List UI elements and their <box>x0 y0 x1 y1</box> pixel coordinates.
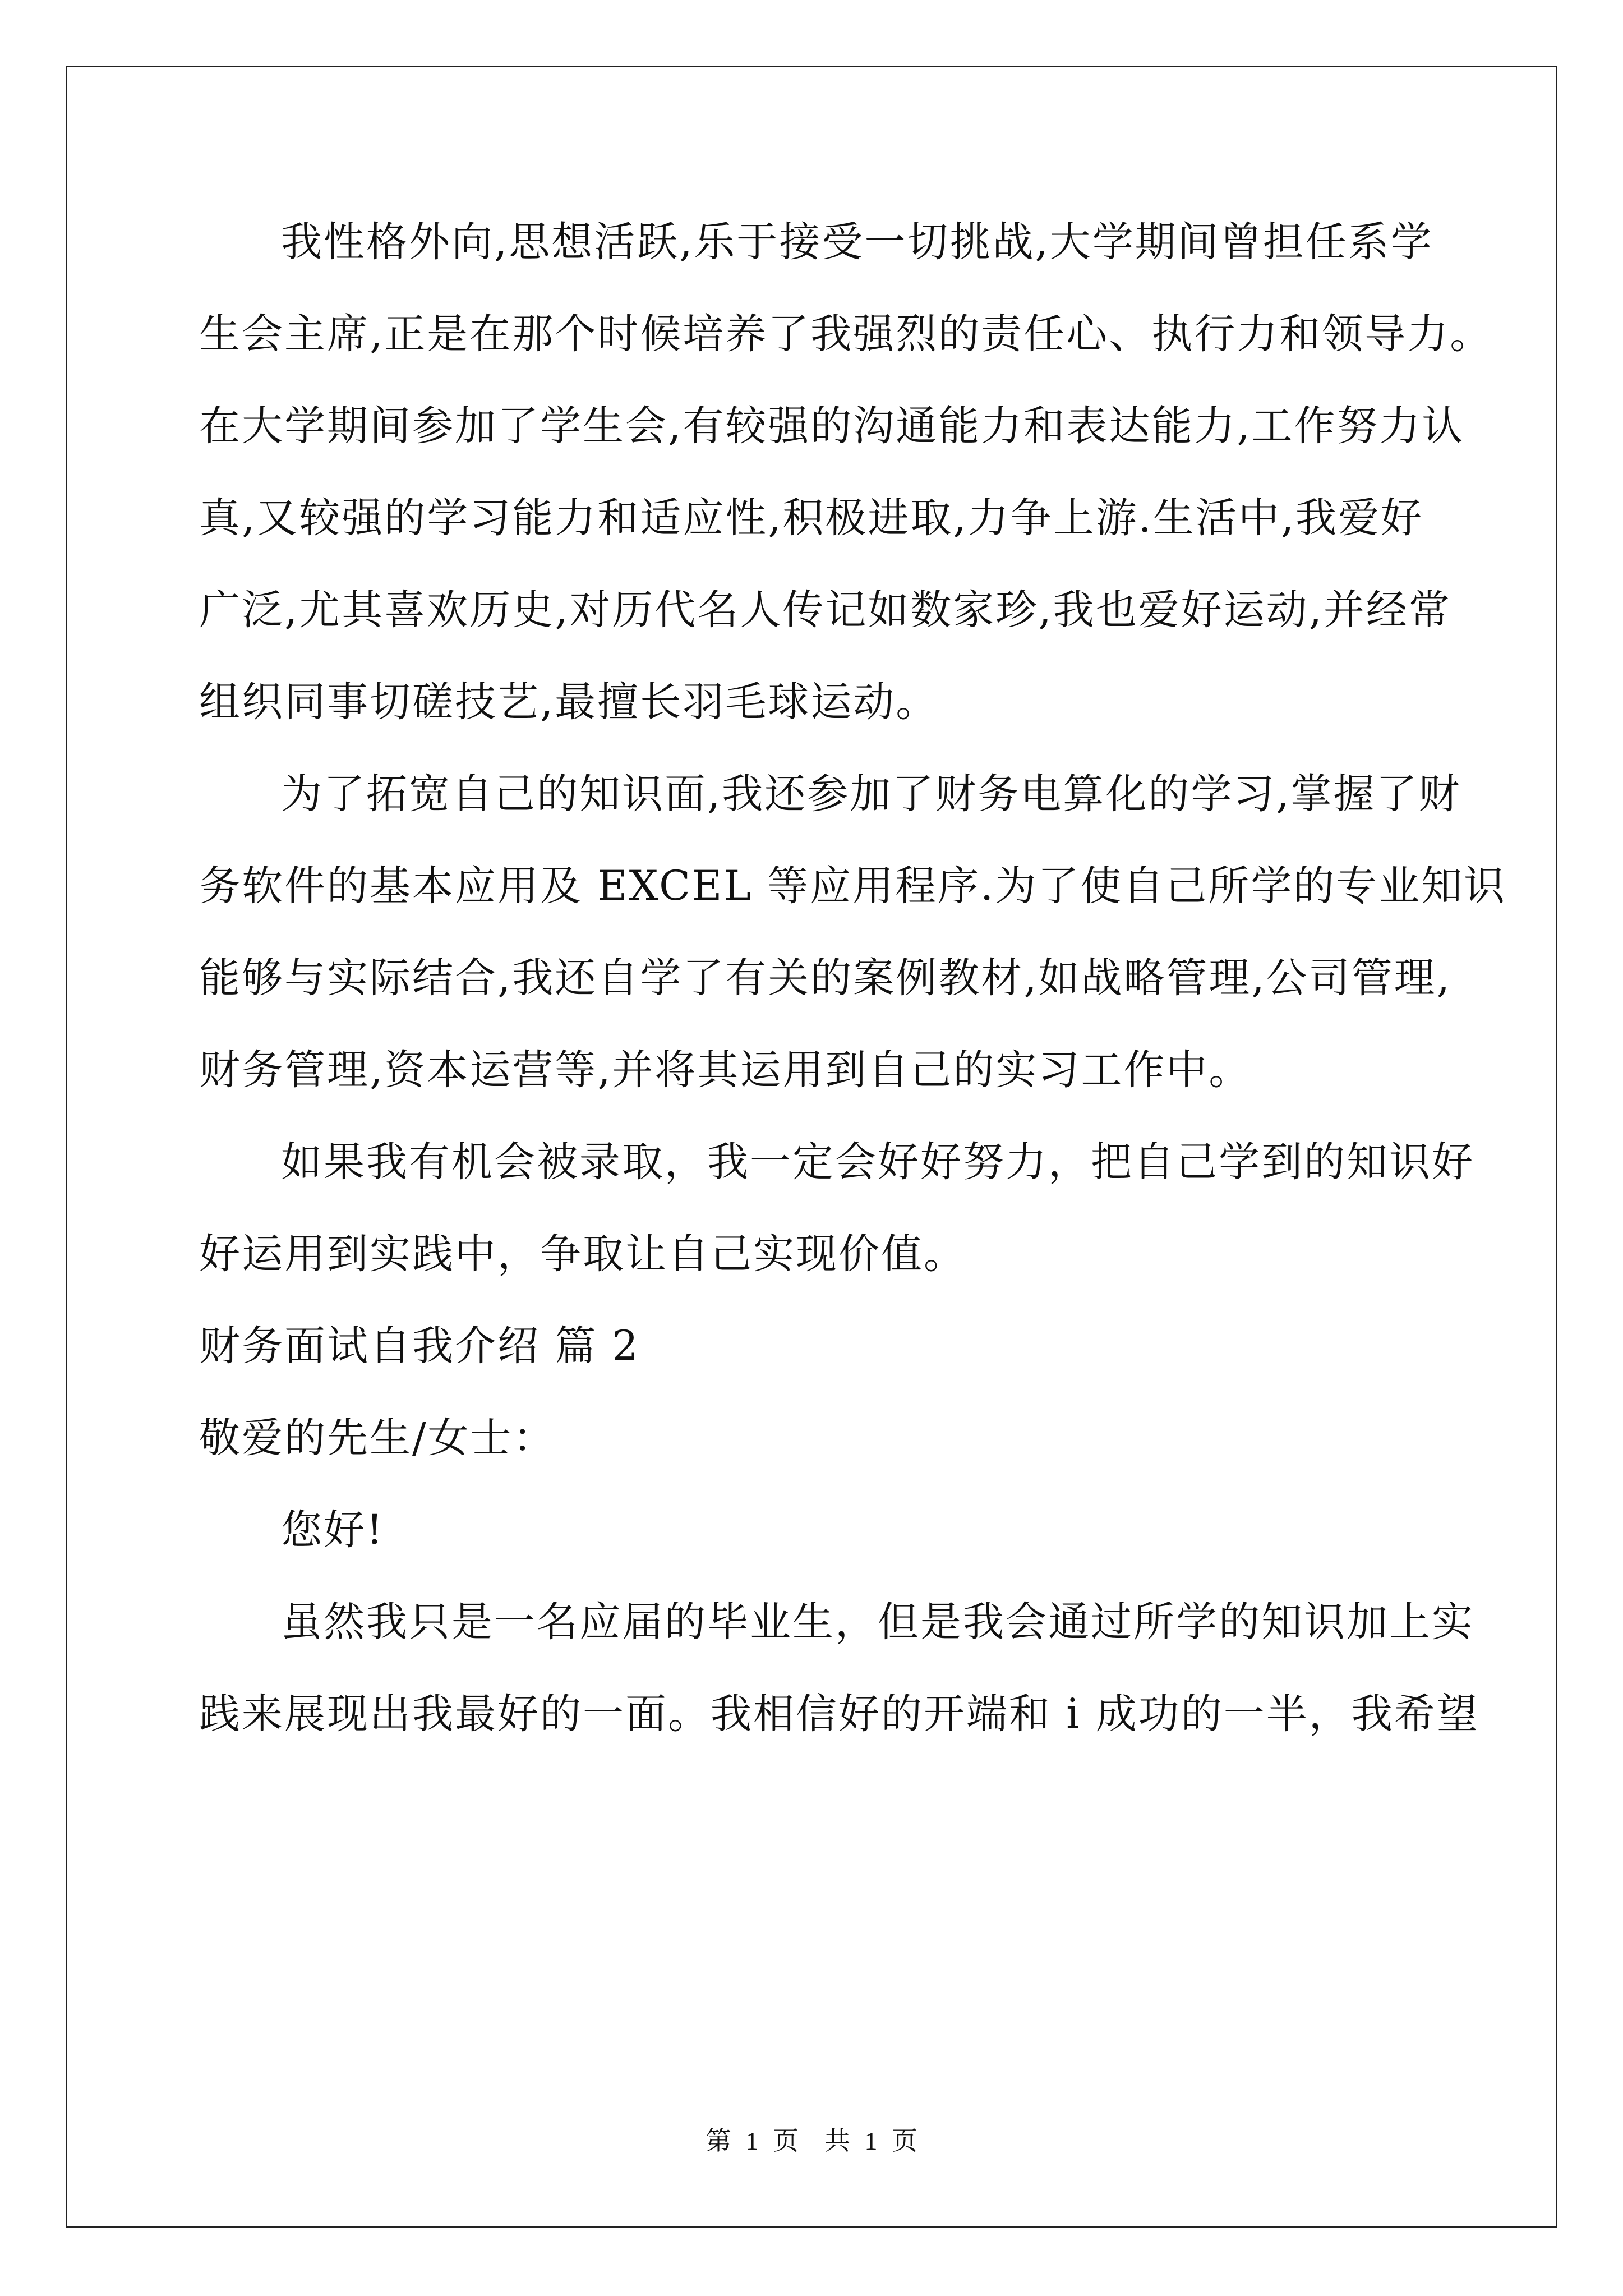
text-line: 真,又较强的学习能力和适应性,积极进取,力争上游.生活中,我爱好 <box>199 494 1424 542</box>
line-gap <box>199 631 1422 682</box>
paragraph <box>199 1550 1479 1738</box>
text-line: 敬爱的先生/女士： <box>199 1414 556 1462</box>
text-line: 财务面试自我介绍 篇 2 <box>199 1322 640 1370</box>
text-line: 好运用到实践中，争取让自己实现价值。 <box>199 1230 966 1278</box>
text-line: 能够与实际结合,我还自学了有关的案例教材,如战略管理,公司管理, <box>199 954 1451 1002</box>
text-line: 虽然我只是一名应届的毕业生，但是我会通过所学的知识加上实 <box>281 1598 1474 1646</box>
line-gap <box>199 1550 1422 1602</box>
line-gap <box>199 1091 1422 1142</box>
paragraph <box>199 1274 1422 1370</box>
line-gap <box>199 355 1422 406</box>
line-gap <box>199 907 1422 958</box>
line-gap <box>199 723 1422 774</box>
page-number-label: 第 1 页 共 1 页 <box>706 2127 917 2155</box>
paragraph <box>199 723 1507 1094</box>
line-gap <box>199 1366 1422 1418</box>
text-line: 广泛,尤其喜欢历史,对历代名人传记如数家珍,我也爱好运动,并经常 <box>199 586 1451 634</box>
text-line: 践来展现出我最好的一面。我相信好的开端和 i 成功的一半，我希望 <box>199 1690 1479 1738</box>
line-gap <box>199 1274 1422 1326</box>
paragraph <box>199 218 1493 726</box>
line-gap <box>199 263 1422 314</box>
line-gap <box>199 999 1422 1050</box>
line-gap <box>199 1458 1422 1510</box>
text-line: 如果我有机会被录取，我一定会好好努力，把自己学到的知识好 <box>281 1138 1474 1186</box>
line-gap <box>199 815 1422 866</box>
line-gap <box>199 539 1422 590</box>
document-body <box>199 218 1507 1738</box>
text-line: 我性格外向,思想活跃,乐于接受一切挑战,大学期间曾担任系学 <box>281 218 1433 266</box>
paragraph <box>199 1458 1422 1554</box>
line-gap <box>199 1642 1422 1694</box>
paragraph <box>199 1091 1474 1278</box>
text-line: 在大学期间参加了学生会,有较强的沟通能力和表达能力,工作努力认 <box>199 402 1465 450</box>
text-line: 财务管理,资本运营等,并将其运用到自己的实习工作中。 <box>199 1046 1252 1094</box>
line-gap <box>199 1182 1422 1234</box>
text-line: 务软件的基本应用及 EXCEL 等应用程序.为了使自己所学的专业知识 <box>199 862 1507 910</box>
page-footer <box>0 2120 1623 2157</box>
paragraph <box>199 1366 1422 1462</box>
text-line: 组织同事切磋技艺,最擅长羽毛球运动。 <box>199 678 939 726</box>
text-line: 生会主席,正是在那个时候培养了我强烈的责任心、执行力和领导力。 <box>199 310 1493 358</box>
text-line: 为了拓宽自己的知识面,我还参加了财务电算化的学习,掌握了财 <box>281 770 1461 818</box>
line-gap <box>199 447 1422 498</box>
text-line: 您好! <box>281 1506 385 1554</box>
